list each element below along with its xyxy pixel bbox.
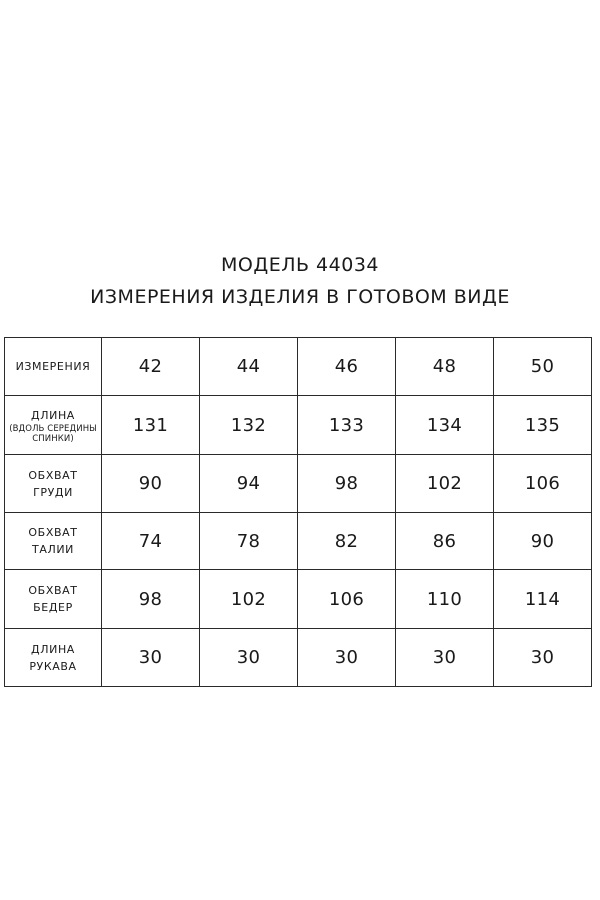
row-label: ОБХВАТ <box>28 584 78 597</box>
value-cell <box>102 570 200 629</box>
row-label: ОБХВАТ <box>28 526 78 539</box>
size-cell <box>200 338 298 396</box>
size-value: 42 <box>138 356 163 377</box>
size-value: 50 <box>530 356 555 377</box>
size-cell <box>298 338 396 396</box>
value-cell <box>298 396 396 455</box>
measurement-value: 30 <box>530 647 555 668</box>
value-cell <box>494 396 592 455</box>
measurement-value: 78 <box>236 530 261 552</box>
table-row-waist <box>5 513 592 570</box>
measurement-value: 30 <box>432 647 457 668</box>
value-cell <box>494 513 592 570</box>
header-label-cell <box>5 338 102 396</box>
measurement-value: 102 <box>230 588 267 610</box>
measurement-value: 133 <box>328 414 365 436</box>
value-cell <box>298 455 396 513</box>
measurement-value: 132 <box>230 414 267 436</box>
row-label: ГРУДИ <box>33 485 73 499</box>
value-cell <box>396 455 494 513</box>
row-label: ТАЛИИ <box>32 543 74 556</box>
value-cell <box>298 629 396 687</box>
header-label: ИЗМЕРЕНИЯ <box>15 360 91 373</box>
value-cell <box>396 570 494 629</box>
measurement-value: 30 <box>236 647 261 668</box>
value-cell <box>200 629 298 687</box>
measurement-value: 86 <box>432 530 457 552</box>
measurement-value: 98 <box>138 588 163 610</box>
value-cell <box>102 396 200 455</box>
measurements-subtitle: ИЗМЕРЕНИЯ ИЗДЕЛИЯ В ГОТОВОМ ВИДЕ <box>90 286 510 308</box>
table-row-chest <box>5 455 592 513</box>
measurement-value: 94 <box>236 473 261 494</box>
measurement-value: 106 <box>524 473 561 494</box>
row-label-note: (ВДОЛЬ СЕРЕДИНЫ <box>9 423 97 434</box>
table-row-length <box>5 396 592 455</box>
row-label: ОБХВАТ <box>28 468 78 482</box>
measurement-value: 82 <box>334 530 359 552</box>
row-label-cell <box>5 396 102 455</box>
value-cell <box>102 513 200 570</box>
value-cell <box>298 570 396 629</box>
row-label-cell <box>5 570 102 629</box>
measurement-value: 134 <box>426 414 463 436</box>
value-cell <box>102 455 200 513</box>
row-label-cell <box>5 629 102 687</box>
model-title: МОДЕЛЬ 44034 <box>221 254 379 276</box>
measurement-value: 90 <box>530 530 555 552</box>
measurement-value: 30 <box>334 647 359 668</box>
value-cell <box>102 629 200 687</box>
measurement-value: 90 <box>138 473 163 494</box>
size-chart-table <box>4 337 592 687</box>
size-cell <box>494 338 592 396</box>
row-label: БЕДЕР <box>33 601 73 614</box>
measurement-value: 98 <box>334 473 359 494</box>
row-label-note: СПИНКИ) <box>32 433 74 444</box>
value-cell <box>396 513 494 570</box>
measurement-value: 135 <box>524 414 561 436</box>
value-cell <box>200 513 298 570</box>
measurement-value: 102 <box>426 473 463 494</box>
value-cell <box>494 570 592 629</box>
value-cell <box>200 455 298 513</box>
value-cell <box>396 396 494 455</box>
row-label-cell <box>5 513 102 570</box>
size-value: 44 <box>236 356 261 377</box>
value-cell <box>396 629 494 687</box>
table-row-sleeve <box>5 629 592 687</box>
value-cell <box>298 513 396 570</box>
measurement-value: 30 <box>138 647 163 668</box>
row-label: ДЛИНА <box>31 408 75 422</box>
row-label: ДЛИНА <box>31 642 75 656</box>
value-cell <box>494 455 592 513</box>
size-cell <box>102 338 200 396</box>
value-cell <box>200 570 298 629</box>
measurement-value: 74 <box>138 530 163 552</box>
size-value: 46 <box>334 356 359 377</box>
table-row-hips <box>5 570 592 629</box>
size-value: 48 <box>432 356 457 377</box>
table-header-row <box>5 338 592 396</box>
value-cell <box>200 396 298 455</box>
row-label-cell <box>5 455 102 513</box>
measurement-value: 110 <box>426 588 463 610</box>
measurement-value: 114 <box>524 588 561 610</box>
measurement-value: 106 <box>328 588 365 610</box>
measurement-value: 131 <box>132 414 169 436</box>
row-label: РУКАВА <box>29 659 77 673</box>
size-cell <box>396 338 494 396</box>
value-cell <box>494 629 592 687</box>
